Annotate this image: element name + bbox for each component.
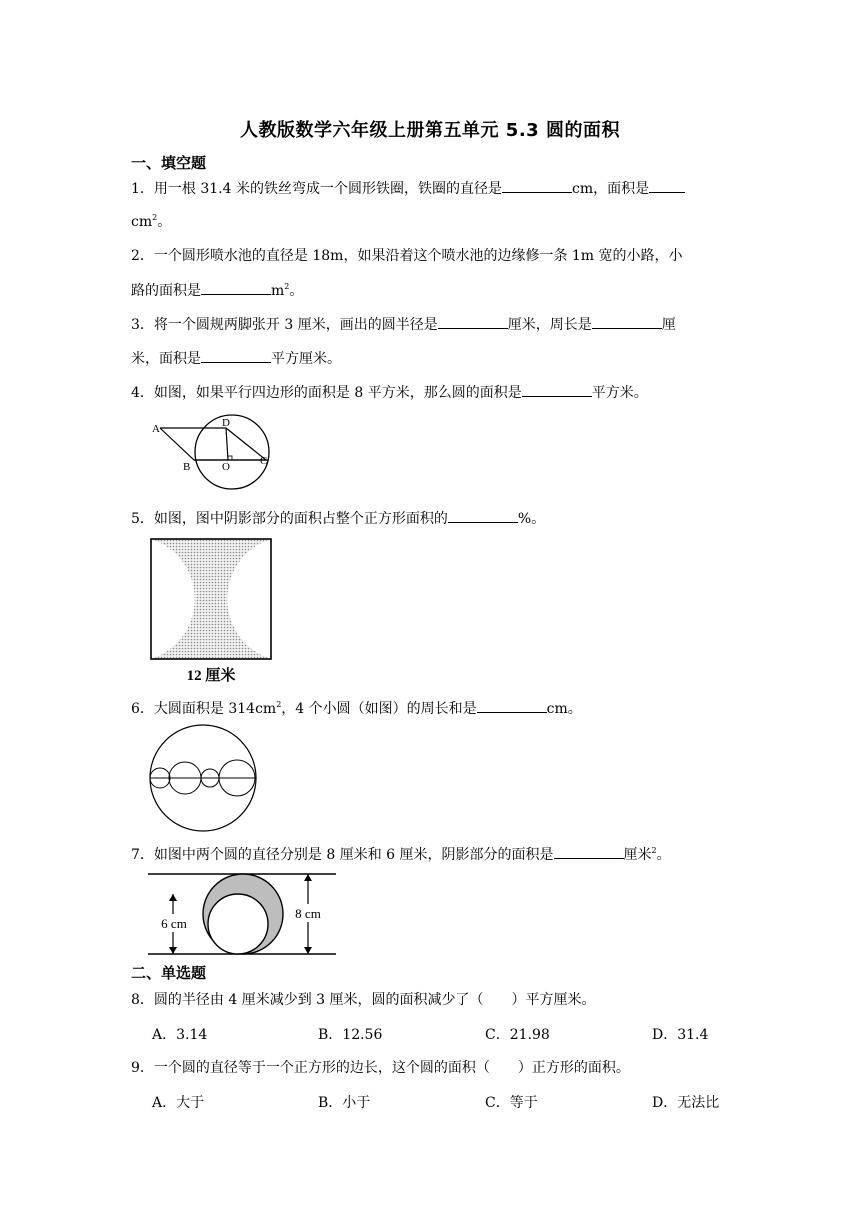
q8-option-d[interactable]: D．31.4 [652, 1027, 709, 1043]
answer-blank[interactable] [502, 178, 572, 193]
question-6-text: cm。 [546, 701, 582, 717]
question-9: 9．一个圆的直径等于一个正方形的边长，这个圆的面积（ ）正方形的面积。 [131, 1060, 630, 1076]
question-3-text: 厘米，周长是 [507, 317, 592, 333]
answer-blank[interactable] [201, 280, 271, 295]
q9-option-c[interactable]: C．等于 [485, 1095, 538, 1111]
punctuation: 。 [656, 847, 671, 863]
question-2-continued [131, 280, 303, 301]
unit-text: m [271, 283, 285, 299]
unit-text: cm [131, 214, 153, 230]
answer-blank[interactable] [438, 314, 508, 329]
question-6 [131, 698, 582, 719]
question-4 [131, 382, 648, 403]
question-1-text: 1．用一根 31.4 米的铁丝弯成一个圆形铁圈，铁圈的直径是 [131, 181, 502, 197]
punctuation: 。 [289, 283, 304, 299]
answer-blank[interactable] [448, 508, 518, 523]
superscript: 2 [651, 846, 657, 855]
question-7-text: 厘米 [623, 847, 652, 863]
parallelogram-circle-figure [148, 412, 278, 494]
page-title: 人教版数学六年级上册第五单元 5.3 圆的面积 [240, 120, 620, 141]
answer-blank[interactable] [201, 348, 271, 363]
question-7 [131, 844, 671, 865]
question-6-text: ，4 个小圆（如图）的周长和是 [281, 701, 477, 717]
question-6-text: 6．大圆面积是 314cm [131, 701, 277, 717]
answer-blank[interactable] [477, 698, 547, 713]
point-label-a: A [152, 423, 160, 435]
question-7-text: 7．如图中两个圆的直径分别是 8 厘米和 6 厘米，阴影部分的面积是 [131, 847, 554, 863]
question-3 [131, 314, 676, 335]
question-1-text: cm，面积是 [571, 181, 650, 197]
question-3-text: 米，面积是 [131, 351, 201, 367]
superscript: 2 [284, 282, 290, 291]
large-diameter-label: 8 cm [295, 906, 321, 921]
question-3-continued [131, 348, 341, 369]
point-label-b: B [183, 461, 191, 473]
question-5-text: %。 [517, 511, 546, 527]
q9-option-a[interactable]: A．大于 [152, 1095, 205, 1111]
shaded-square-figure [148, 536, 278, 686]
answer-blank[interactable] [554, 844, 624, 859]
question-5 [131, 508, 545, 529]
superscript: 2 [152, 213, 158, 222]
question-3-text: 平方厘米。 [271, 351, 341, 367]
two-circles-figure [148, 870, 338, 962]
answer-blank[interactable] [649, 178, 685, 193]
question-5-text: 5．如图，图中阴影部分的面积占整个正方形面积的 [131, 511, 448, 527]
q8-option-c[interactable]: C．21.98 [485, 1027, 550, 1043]
answer-blank[interactable] [592, 314, 662, 329]
side-length-label: 12 厘米 [186, 668, 236, 684]
answer-blank[interactable] [522, 382, 592, 397]
punctuation: 。 [157, 214, 172, 230]
question-4-text: 4．如图，如果平行四边形的面积是 8 平方米，那么圆的面积是 [131, 385, 522, 401]
small-diameter-label: 6 cm [161, 916, 187, 931]
four-circles-figure [146, 724, 266, 834]
point-label-o: O [222, 461, 230, 473]
question-1 [131, 178, 685, 199]
superscript: 2 [276, 700, 282, 709]
point-label-c: C [260, 455, 268, 467]
q8-option-b[interactable]: B．12.56 [318, 1027, 383, 1043]
q9-option-d[interactable]: D．无法比 [652, 1095, 720, 1111]
question-1-continued [131, 212, 171, 232]
q8-option-a[interactable]: A．3.14 [152, 1027, 208, 1043]
question-8: 8．圆的半径由 4 厘米减少到 3 厘米，圆的面积减少了（ ）平方厘米。 [131, 992, 596, 1008]
section-heading-choice: 二、单选题 [131, 964, 207, 982]
point-label-d: D [222, 417, 230, 429]
section-heading-fill: 一、填空题 [131, 154, 207, 172]
question-4-text: 平方米。 [591, 385, 648, 401]
question-3-text: 3．将一个圆规两脚张开 3 厘米，画出的圆半径是 [131, 317, 438, 333]
question-2-text: 2．一个圆形喷水池的直径是 18m，如果沿着这个喷水池的边缘修一条 1m 宽的小路，小 [131, 248, 683, 264]
q9-option-b[interactable]: B．小于 [318, 1095, 371, 1111]
question-2-text: 路的面积是 [131, 283, 201, 299]
question-3-text: 厘 [661, 317, 676, 333]
question-2 [131, 246, 683, 266]
